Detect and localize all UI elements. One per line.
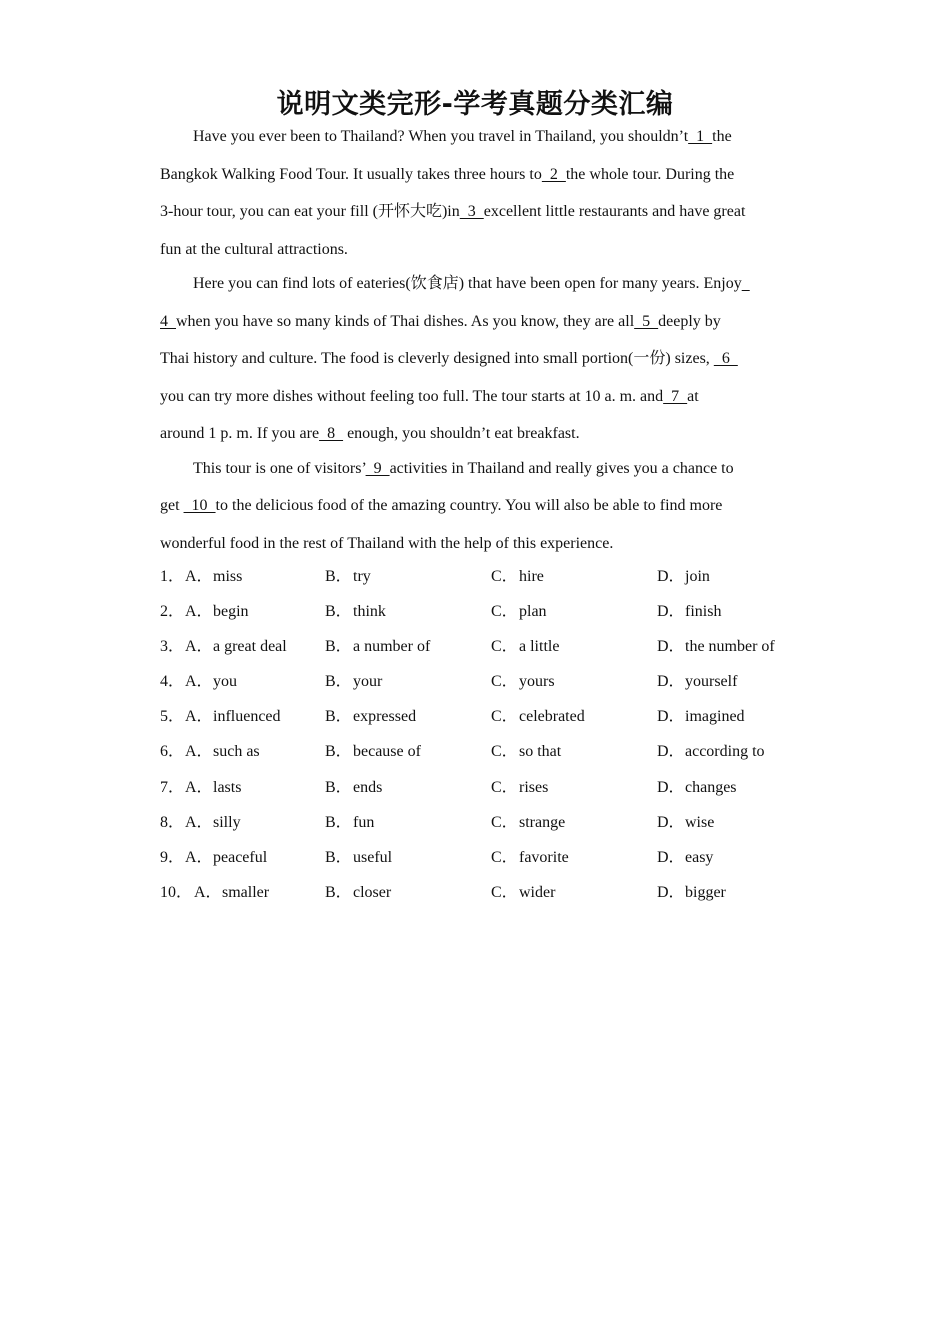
option-a bbox=[185, 594, 249, 629]
option-text: finish bbox=[685, 603, 722, 621]
passage-line bbox=[160, 231, 792, 269]
option-a bbox=[194, 875, 269, 910]
passage-text: to the delicious food of the amazing country. You will also be able to find more bbox=[215, 497, 723, 514]
passage-text: when you have so many kinds of Thai dishes. As you know, they are all bbox=[176, 312, 635, 330]
passage-text: Have you ever been to Thailand? When you travel in Thailand, you shouldn’t bbox=[193, 128, 689, 145]
option-letter: D． bbox=[657, 673, 685, 691]
passage-line bbox=[160, 340, 792, 378]
option-b bbox=[325, 629, 430, 664]
passage-text: 3-hour tour, you can eat your fill (开怀大吃)in bbox=[160, 203, 460, 220]
option-letter: D． bbox=[657, 848, 685, 866]
option-c bbox=[491, 699, 585, 734]
passage-text: around 1 p. m. If you are bbox=[160, 425, 320, 442]
option-text: such as bbox=[213, 743, 260, 761]
option-b bbox=[325, 559, 371, 594]
option-letter: D． bbox=[657, 778, 685, 796]
option-letter: A． bbox=[185, 673, 213, 691]
option-b bbox=[325, 805, 374, 840]
option-a bbox=[185, 559, 242, 594]
option-letter: C． bbox=[491, 568, 518, 585]
option-text: celebrated bbox=[519, 708, 585, 726]
option-letter: D． bbox=[657, 638, 685, 656]
option-letter: D． bbox=[657, 743, 685, 761]
option-letter: C． bbox=[491, 778, 518, 796]
option-letter: D． bbox=[657, 603, 685, 621]
option-text: closer bbox=[353, 883, 392, 901]
paragraph-2 bbox=[160, 265, 792, 453]
option-text: begin bbox=[213, 603, 249, 621]
option-text: a great deal bbox=[213, 638, 287, 656]
option-a bbox=[185, 664, 237, 699]
option-c bbox=[491, 594, 547, 629]
option-letter: C． bbox=[491, 673, 518, 691]
passage-text: fun at the cultural attractions. bbox=[160, 240, 348, 258]
passage-text: deeply by bbox=[658, 312, 721, 330]
question-number: 2． bbox=[160, 603, 185, 621]
option-text: think bbox=[353, 603, 386, 621]
answer-blank bbox=[742, 275, 750, 292]
option-d bbox=[657, 875, 726, 910]
question-number: 10． bbox=[160, 883, 193, 901]
option-letter: B． bbox=[325, 708, 352, 726]
passage-text: enough, you shouldn’t eat breakfast. bbox=[343, 425, 580, 442]
option-text: bigger bbox=[685, 883, 726, 901]
option-letter: B． bbox=[325, 813, 352, 831]
question-row bbox=[160, 629, 800, 664]
option-d bbox=[657, 699, 745, 734]
option-text: plan bbox=[519, 603, 547, 621]
option-c bbox=[491, 805, 565, 840]
question-number: 5． bbox=[160, 708, 185, 726]
option-text: according to bbox=[685, 743, 765, 761]
option-letter: C． bbox=[491, 883, 518, 901]
option-text: wider bbox=[519, 883, 556, 901]
option-letter: C． bbox=[491, 813, 518, 831]
paragraph-1 bbox=[160, 118, 792, 268]
question-options-list bbox=[160, 559, 800, 910]
option-text: you bbox=[213, 673, 237, 691]
option-b bbox=[325, 734, 421, 769]
option-letter: D． bbox=[657, 708, 685, 726]
option-letter: B． bbox=[325, 848, 352, 866]
question-row bbox=[160, 875, 800, 910]
paragraph-3 bbox=[160, 450, 792, 563]
passage-line bbox=[160, 415, 792, 453]
option-letter: D． bbox=[657, 813, 685, 831]
option-b bbox=[325, 594, 386, 629]
option-letter: B． bbox=[325, 743, 352, 761]
question-row bbox=[160, 699, 800, 734]
option-text: so that bbox=[519, 743, 562, 761]
option-letter: D． bbox=[657, 568, 685, 585]
question-row bbox=[160, 805, 800, 840]
passage-line bbox=[160, 193, 792, 231]
option-letter: B． bbox=[325, 603, 352, 621]
option-c bbox=[491, 770, 548, 805]
option-letter: B． bbox=[325, 568, 352, 585]
passage-line bbox=[160, 156, 792, 194]
option-text: ends bbox=[353, 778, 383, 796]
passage-text: the bbox=[712, 128, 732, 145]
passage-line bbox=[160, 378, 792, 416]
cloze-passage bbox=[160, 118, 792, 562]
passage-text: you can try more dishes without feeling too full. The tour starts at 10 a. m. and bbox=[160, 387, 664, 405]
option-text: because of bbox=[353, 743, 421, 761]
passage-text: excellent little restaurants and have great bbox=[483, 203, 746, 220]
option-letter: C． bbox=[491, 708, 518, 726]
option-letter: A． bbox=[185, 743, 213, 761]
option-text: a little bbox=[519, 638, 560, 656]
question-row bbox=[160, 840, 800, 875]
option-text: peaceful bbox=[213, 848, 268, 866]
option-letter: B． bbox=[325, 638, 352, 656]
option-letter: A． bbox=[185, 708, 213, 726]
option-text: expressed bbox=[353, 708, 417, 726]
option-a bbox=[185, 699, 281, 734]
answer-blank: 5 bbox=[634, 312, 659, 330]
option-c bbox=[491, 875, 555, 910]
answer-blank: 4 bbox=[160, 312, 176, 330]
option-letter: C． bbox=[491, 743, 518, 761]
option-d bbox=[657, 629, 775, 664]
option-letter: C． bbox=[491, 638, 518, 656]
option-text: try bbox=[353, 568, 371, 585]
option-text: changes bbox=[685, 778, 737, 796]
option-text: easy bbox=[685, 848, 714, 866]
question-number: 9． bbox=[160, 848, 185, 866]
question-row bbox=[160, 559, 800, 594]
option-a bbox=[185, 805, 241, 840]
passage-text: wonderful food in the rest of Thailand with the help of this experience. bbox=[160, 534, 614, 552]
passage-text: This tour is one of visitors’ bbox=[193, 459, 366, 477]
passage-text: Here you can find lots of eateries(饮食店) that have been open for many years. Enjoy bbox=[193, 275, 742, 292]
option-text: favorite bbox=[519, 848, 569, 866]
option-text: a number of bbox=[353, 638, 431, 656]
option-text: your bbox=[353, 673, 383, 691]
option-text: join bbox=[685, 568, 710, 585]
option-a bbox=[185, 734, 260, 769]
question-number: 6． bbox=[160, 743, 185, 761]
option-text: imagined bbox=[685, 708, 745, 726]
option-text: rises bbox=[519, 778, 549, 796]
option-c bbox=[491, 734, 561, 769]
option-text: hire bbox=[519, 568, 544, 585]
option-text: yourself bbox=[685, 673, 738, 691]
option-d bbox=[657, 594, 721, 629]
option-text: miss bbox=[213, 568, 243, 585]
option-c bbox=[491, 559, 544, 594]
option-a bbox=[185, 840, 267, 875]
option-letter: A． bbox=[185, 848, 213, 866]
option-a bbox=[185, 770, 241, 805]
answer-blank: 7 bbox=[663, 387, 688, 405]
option-text: the number of bbox=[685, 638, 775, 656]
question-row bbox=[160, 770, 800, 805]
option-letter: B． bbox=[325, 778, 352, 796]
option-letter: B． bbox=[325, 673, 352, 691]
option-d bbox=[657, 840, 713, 875]
option-c bbox=[491, 664, 555, 699]
answer-blank: 6 bbox=[713, 350, 738, 367]
answer-blank: 3 bbox=[459, 203, 484, 220]
option-letter: A． bbox=[185, 778, 213, 796]
answer-blank: 9 bbox=[365, 459, 390, 477]
passage-line bbox=[160, 303, 792, 341]
answer-blank: 8 bbox=[319, 425, 344, 442]
question-row bbox=[160, 664, 800, 699]
passage-line bbox=[160, 265, 792, 303]
option-d bbox=[657, 734, 765, 769]
option-text: influenced bbox=[213, 708, 281, 726]
passage-text: at bbox=[687, 387, 699, 405]
option-letter: A． bbox=[185, 568, 213, 585]
passage-line bbox=[160, 525, 792, 563]
option-d bbox=[657, 805, 714, 840]
passage-line bbox=[160, 487, 792, 525]
option-c bbox=[491, 629, 559, 664]
passage-text: get bbox=[160, 497, 184, 514]
option-letter: A． bbox=[185, 813, 213, 831]
option-text: silly bbox=[213, 813, 241, 831]
question-number: 8． bbox=[160, 813, 185, 831]
answer-blank: 1 bbox=[688, 128, 713, 145]
passage-line bbox=[160, 450, 792, 488]
option-text: smaller bbox=[222, 883, 270, 901]
option-text: strange bbox=[519, 813, 566, 831]
option-letter: A． bbox=[185, 603, 213, 621]
option-letter: D． bbox=[657, 883, 685, 901]
option-d bbox=[657, 559, 710, 594]
question-number: 3． bbox=[160, 638, 185, 656]
page-title: 说明文类完形-学考真题分类汇编 bbox=[276, 89, 674, 120]
passage-text: activities in Thailand and really gives you a chance to bbox=[389, 459, 734, 477]
option-b bbox=[325, 664, 382, 699]
option-d bbox=[657, 664, 737, 699]
question-row bbox=[160, 734, 800, 769]
question-number: 1． bbox=[160, 568, 185, 585]
passage-text: the whole tour. During the bbox=[565, 165, 735, 183]
option-text: yours bbox=[519, 673, 555, 691]
option-b bbox=[325, 875, 391, 910]
question-number: 4． bbox=[160, 673, 185, 691]
question-row bbox=[160, 594, 800, 629]
option-letter: A． bbox=[194, 883, 222, 901]
option-b bbox=[325, 840, 392, 875]
passage-line bbox=[160, 118, 792, 156]
answer-blank: 10 bbox=[183, 497, 216, 514]
option-text: useful bbox=[353, 848, 393, 866]
option-letter: B． bbox=[325, 883, 352, 901]
option-d bbox=[657, 770, 737, 805]
option-letter: C． bbox=[491, 848, 518, 866]
option-b bbox=[325, 699, 416, 734]
option-letter: A． bbox=[185, 638, 213, 656]
option-c bbox=[491, 840, 569, 875]
question-number: 7． bbox=[160, 778, 185, 796]
option-b bbox=[325, 770, 382, 805]
option-a bbox=[185, 629, 287, 664]
passage-text: Bangkok Walking Food Tour. It usually takes three hours to bbox=[160, 165, 542, 183]
option-text: wise bbox=[685, 813, 715, 831]
option-text: lasts bbox=[213, 778, 242, 796]
answer-blank: 2 bbox=[541, 165, 566, 183]
option-letter: C． bbox=[491, 603, 518, 621]
option-text: fun bbox=[353, 813, 375, 831]
passage-text: Thai history and culture. The food is cleverly designed into small portion(一份) sizes, bbox=[160, 350, 714, 367]
